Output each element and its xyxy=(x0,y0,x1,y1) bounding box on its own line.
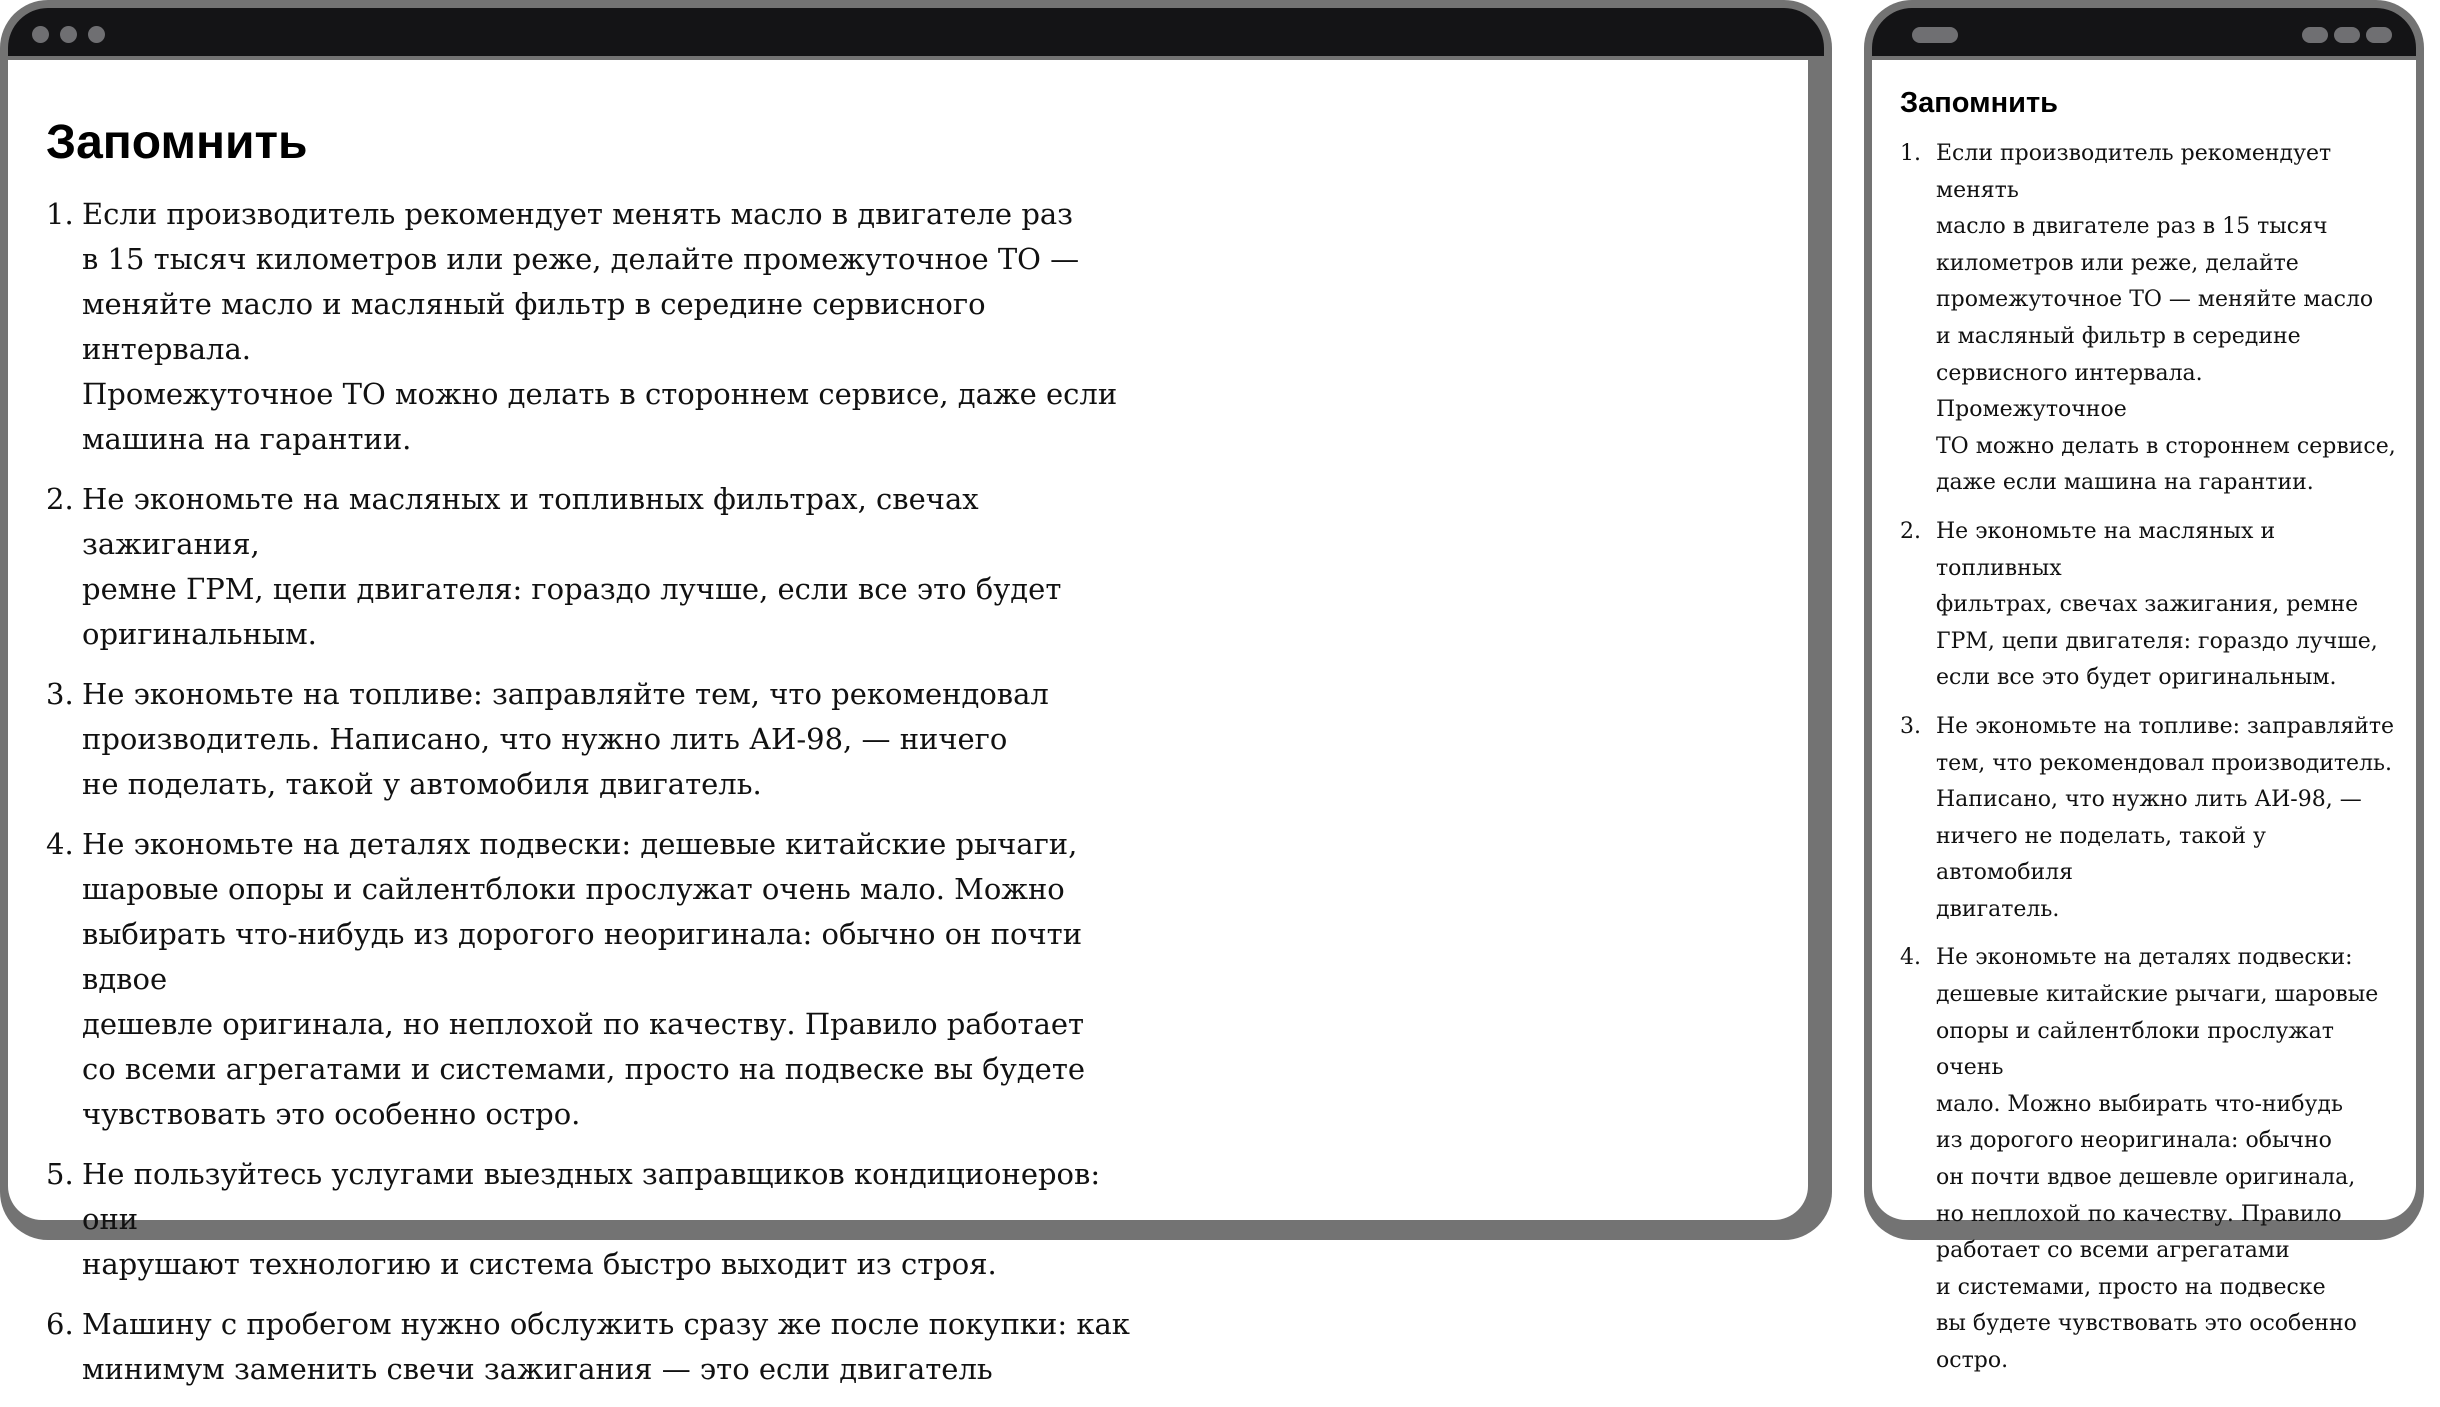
list-item-text-line: масло в двигателе раз в 15 тысяч xyxy=(1936,214,2328,240)
list-item-text-line: не поделать, такой у автомобиля двигатель. xyxy=(82,767,762,801)
mobile-list-item xyxy=(1900,136,2400,502)
list-item-text-line: ГРМ, цепи двигателя: гораздо лучше, xyxy=(1936,628,2378,654)
list-item-text-line: минимум заменить свечи зажигания — это если двигатель xyxy=(82,1352,993,1386)
mobile-browser-window xyxy=(1864,0,2424,1373)
mobile-article xyxy=(1900,84,2400,1392)
mobile-viewport[interactable] xyxy=(1872,60,2416,1373)
list-item-text-line: он почти вдвое дешевле оригинала, xyxy=(1936,1165,2356,1191)
list-item-text-line: вы будете чувствовать это особенно xyxy=(1936,1311,2357,1337)
list-item-text-line: Машину с пробегом нужно обслужить сразу же после покупки: как xyxy=(82,1307,1130,1341)
list-item-text-line: меняйте масло и масляный фильтр в середине сервисного интервала. xyxy=(82,287,986,366)
list-item-text-line: фильтрах, свечах зажигания, ремне xyxy=(1936,592,2359,618)
list-item-text-line: Если производитель рекомендует менять масло в двигателе раз xyxy=(82,197,1073,231)
window-dot-icon xyxy=(2334,27,2360,43)
window-pill-icon xyxy=(1912,27,1958,43)
list-item-text-line: Промежуточное ТО можно делать в стороннем сервисе, даже если xyxy=(82,377,1118,411)
list-item-text-line: тем, что рекомендовал производитель. xyxy=(1936,750,2393,776)
list-item-text-line: Не экономьте на деталях подвески: дешевые китайские рычаги, xyxy=(82,827,1078,861)
list-item-text-line: выбирать что-нибудь из дорогого неоригинала: обычно он почти вдвое xyxy=(82,917,1083,996)
list-item-text-line: и системами, просто на подвеске xyxy=(1936,1274,2326,1300)
list-item-number: 6. xyxy=(46,1307,74,1341)
list-item-text-line: двигатель. xyxy=(1936,896,2060,922)
list-item-text-line: производитель. Написано, что нужно лить АИ-98, — ничего xyxy=(82,722,1008,756)
list-item-text-line: Не экономьте на топливе: заправляйте xyxy=(1936,713,2395,739)
desktop-title-bar xyxy=(8,8,1824,56)
list-item-text-line: Не экономьте на топливе: заправляйте тем, что рекомендовал xyxy=(82,677,1049,711)
desktop-list-item xyxy=(46,672,1136,807)
list-item-text-line: опоры и сайлентблоки прослужат очень xyxy=(1936,1018,2334,1081)
list-item-number: 5. xyxy=(46,1157,74,1191)
desktop-list-item xyxy=(46,477,1136,657)
list-item-text-line: километров или реже, делайте xyxy=(1936,250,2299,276)
window-dot-icon xyxy=(88,26,105,43)
desktop-list-item xyxy=(46,1152,1136,1287)
window-dot-icon xyxy=(2302,27,2328,43)
list-item-text-line: мало. Можно выбирать что-нибудь xyxy=(1936,1091,2343,1117)
list-item-number: 1. xyxy=(46,197,74,231)
list-item-text-line: машина на гарантии. xyxy=(82,422,412,456)
list-item-text-line: если все это будет оригинальным. xyxy=(1936,665,2337,691)
list-item-text-line: остро. xyxy=(1936,1348,2009,1373)
list-item-text-line: Не экономьте на масляных и топливных фильтрах, свечах зажигания, xyxy=(82,482,979,561)
list-item-text-line: промежуточное ТО — меняйте масло xyxy=(1936,287,2374,313)
list-item-text-line: Если производитель рекомендует менять xyxy=(1936,141,2332,203)
mobile-heading: Запомнить xyxy=(1900,87,2058,119)
desktop-list xyxy=(46,192,1136,1392)
list-item-text-line: работает со всеми агрегатами xyxy=(1936,1238,2290,1264)
desktop-list-item xyxy=(46,1302,1136,1392)
list-item-text-line: Не экономьте на масляных и топливных xyxy=(1936,518,2276,581)
list-item-number: 2. xyxy=(46,482,74,516)
mobile-list-item xyxy=(1900,940,2400,1379)
list-item-text-line: шаровые опоры и сайлентблоки прослужат очень мало. Можно xyxy=(82,872,1065,906)
list-item-number: 3. xyxy=(1900,713,1921,739)
list-item-text-line: со всеми агрегатами и системами, просто на подвеске вы будете xyxy=(82,1052,1086,1086)
list-item-text-line: даже если машина на гарантии. xyxy=(1936,470,2314,496)
mobile-list xyxy=(1900,136,2400,1380)
list-item-text-line: дешевые китайские рычаги, шаровые xyxy=(1936,982,2379,1008)
list-item-text-line: из дорогого неоригинала: обычно xyxy=(1936,1128,2332,1154)
list-item-text-line: ничего не поделать, такой у автомобиля xyxy=(1936,823,2266,886)
window-dot-icon xyxy=(32,26,49,43)
list-item-text-line: оригинальным. xyxy=(82,617,317,651)
list-item-number: 1. xyxy=(1900,141,1921,166)
desktop-viewport[interactable] xyxy=(8,60,1808,1386)
list-item-number: 4. xyxy=(1900,945,1921,971)
list-item-text-line: Не экономьте на деталях подвески: xyxy=(1936,945,2353,971)
list-item-text-line: Не пользуйтесь услугами выездных заправщиков кондиционеров: они xyxy=(82,1157,1101,1236)
list-item-text-line: ТО можно делать в стороннем сервисе, xyxy=(1936,433,2396,459)
list-item-text-line: но неплохой по качеству. Правило xyxy=(1936,1201,2342,1227)
mobile-title-bar xyxy=(1872,8,2416,56)
window-dot-icon xyxy=(60,26,77,43)
list-item-text-line: Написано, что нужно лить АИ-98, — xyxy=(1936,787,2362,813)
list-item-text-line: ремне ГРМ, цепи двигателя: гораздо лучше, если все это будет xyxy=(82,572,1062,606)
list-item-text-line: нарушают технологию и система быстро выходит из строя. xyxy=(82,1247,997,1281)
list-item-text-line: в 15 тысяч километров или реже, делайте промежуточное ТО — xyxy=(82,242,1080,276)
desktop-article xyxy=(46,112,1136,1407)
list-item-number: 4. xyxy=(46,827,74,861)
desktop-heading: Запомнить xyxy=(46,116,308,169)
mobile-list-item xyxy=(1900,514,2400,697)
list-item-number: 3. xyxy=(46,677,74,711)
list-item-text-line: и масляный фильтр в середине xyxy=(1936,323,2301,349)
mobile-list-item xyxy=(1900,709,2400,929)
list-item-text-line: сервисного интервала. Промежуточное xyxy=(1936,360,2203,423)
desktop-list-item xyxy=(46,822,1136,1137)
list-item-text-line: чувствовать это особенно остро. xyxy=(82,1097,581,1131)
list-item-text-line: дешевле оригинала, но неплохой по качеству. Правило работает xyxy=(82,1007,1085,1041)
list-item-number: 2. xyxy=(1900,518,1921,544)
desktop-list-item xyxy=(46,192,1136,462)
window-dot-icon xyxy=(2366,27,2392,43)
